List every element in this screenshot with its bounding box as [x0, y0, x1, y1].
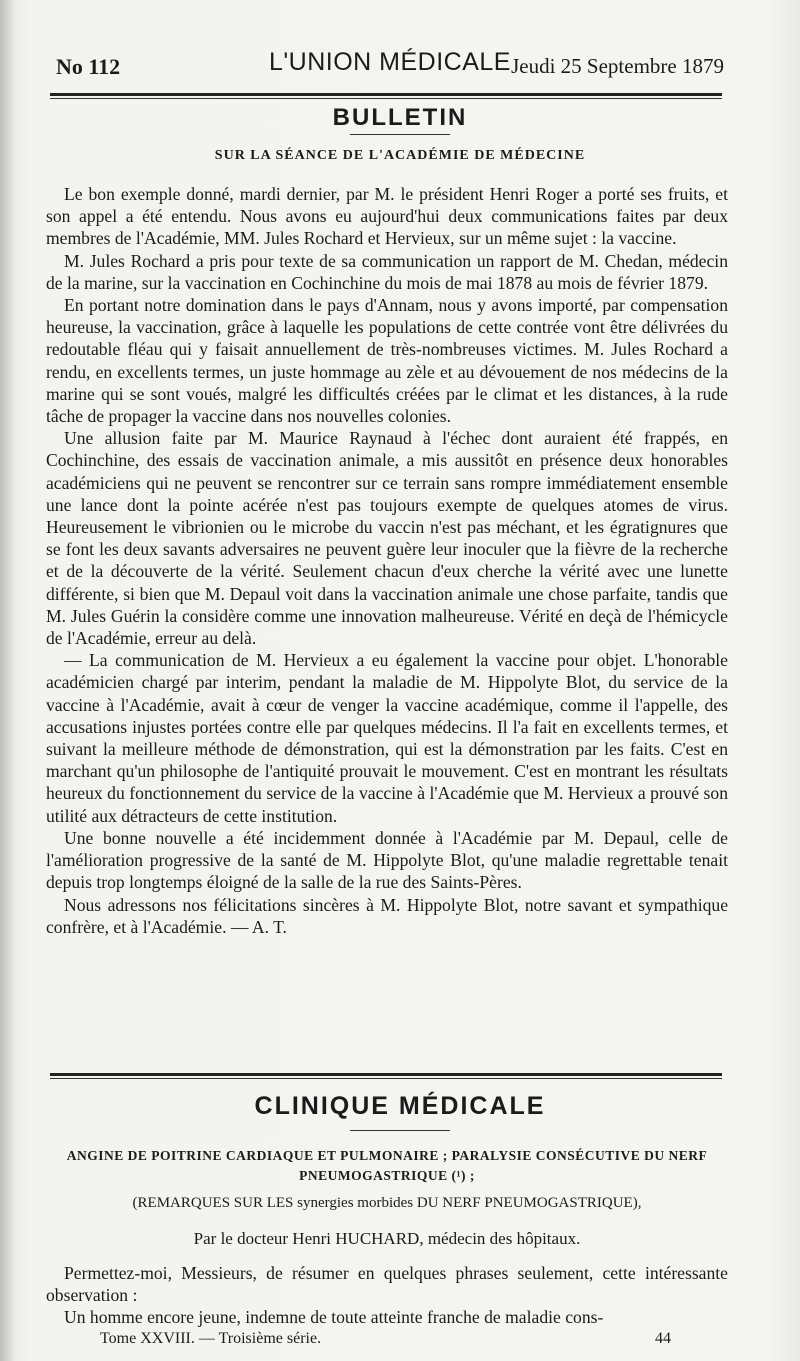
- section-separator-thin: [50, 1078, 722, 1079]
- issue-date: Jeudi 25 Septembre 1879: [511, 54, 724, 78]
- clinique-paragraph: Permettez-moi, Messieurs, de résumer en quelques phrases seulement, cette intéressante observation :: [46, 1263, 728, 1306]
- bulletin-paragraph: Une bonne nouvelle a été incidemment donnée à l'Académie par M. Depaul, celle de l'amélioration progressive de la santé de M. Hippolyte Blot, qu'une maladie regrettable tenait depuis trop longtemps éloigné de la salle de la rue des Saints-Pères.: [46, 827, 728, 893]
- bulletin-paragraph: En portant notre domination dans le pays d'Annam, nous y avons importé, par compensation heureuse, la vaccination, grâce à laquelle les populations de cette contrée vont être délivrées du redoutable fléau qui y faisait annuellement de très-nombreuses victimes. M. Jules Rochard a rendu, en excellents termes, un juste hommage au zèle et au dévouement de nos médecins de la marine qui se sont voués, malgré les difficultés créées par le climat et les distances, à la rude tâche de propager la vaccine dans nos nouvelles colonies.: [46, 295, 728, 427]
- bulletin-paragraph: Le bon exemple donné, mardi dernier, par M. le président Henri Roger a porté ses fruits, et son appel a été entendu. Nous avons eu aujourd'hui deux communications faites par deux membres de l'Académie, MM. Jules Rochard et Hervieux, sur un même sujet : la vaccine.: [46, 184, 728, 249]
- bulletin-paragraph: Nous adressons nos félicitations sincères à M. Hippolyte Blot, notre savant et sympathique confrère, et à l'Académie. — A. T.: [46, 894, 728, 937]
- section-separator: [50, 1073, 722, 1076]
- journal-title: L'UNION MÉDICALE: [269, 48, 511, 76]
- clinique-author: Par le docteur Henri HUCHARD, médecin des hôpitaux.: [193, 1229, 581, 1249]
- bulletin-title-rule: [350, 134, 450, 135]
- clinique-title: CLINIQUE MÉDICALE: [254, 1092, 546, 1120]
- page-header: [50, 48, 730, 84]
- bulletin-paragraph: — La communication de M. Hervieux a eu également la vaccine pour objet. L'honorable académicien chargé par interim, pendant la maladie de M. Hippolyte Blot, du service de la vaccine à l'Académie, avait à cœur de venger la vaccine académique, comme il l'appelle, des accusations injustes portées contre elle par quelques médecins. Il l'a fait en excellents termes, et suivant la meilleure méthode de démonstration, qui est la démonstration par les faits. C'est en marchant qu'un philosophe de l'antiquité prouvait le mouvement. C'est en montrant les résultats heureux du fonctionnement du service de la vaccine à l'Académie que M. Hervieux a prouvé son utilité aux détracteurs de cette institution.: [46, 650, 728, 826]
- footer-tome: Tome XXVIII. — Troisième série.: [100, 1330, 322, 1347]
- bulletin-body: [46, 183, 728, 938]
- issue-number: No 112: [56, 54, 121, 79]
- header-rule: [50, 93, 722, 96]
- clinique-body: [46, 1262, 728, 1329]
- footer-page-number: 44: [655, 1330, 671, 1347]
- bulletin-paragraph: M. Jules Rochard a pris pour texte de sa communication un rapport de M. Chedan, médecin de la marine, sur la vaccination en Cochinchine du mois de mai 1878 au mois de février 1879.: [46, 250, 728, 293]
- page-edge-shadow: [0, 0, 14, 1361]
- clinique-title-rule: [350, 1130, 450, 1131]
- bulletin-subtitle: SUR LA SÉANCE DE L'ACADÉMIE DE MÉDECINE: [214, 148, 586, 163]
- clinique-remark: (REMARQUES SUR LES synergies morbides DU NERF PNEUMOGASTRIQUE),: [132, 1195, 642, 1211]
- clinique-heading-block: [46, 1146, 728, 1250]
- header-rule-thin: [50, 98, 722, 99]
- bulletin-paragraph: Une allusion faite par M. Maurice Raynaud à l'échec dont auraient été frappés, en Cochinchine, des essais de vaccination animale, a mis aussitôt en présence deux honorables académiciens qui ne peuvent se rencontrer sur ce terrain sans rompre immédiatement ensemble une lance dont la pointe acérée n'est pas toujours exempte de quelques atomes de virus. Heureusement le vibrionien ou le microbe du vaccin n'est pas méchant, et les égratignures que se font les deux savants adversaires ne peuvent guère leur inoculer que la fièvre de la recherche et de la découverte de la vérité. Seulement chacun d'eux cherche la vérité avec une lunette différente, si bien que M. Depaul voit dans la vaccination animale une chose parfaite, tandis que M. Jules Guérin la considère comme une innovation malheureuse. Vérité en deçà de l'hémicycle de l'Académie, erreur au delà.: [46, 428, 728, 649]
- clinique-paragraph: Un homme encore jeune, indemne de toute atteinte franche de maladie cons-: [64, 1307, 604, 1328]
- bulletin-title: BULLETIN: [332, 104, 468, 131]
- clinique-heading: ANGINE DE POITRINE CARDIAQUE ET PULMONAIRE ; PARALYSIE CONSÉCUTIVE DU NERF PNEUMOGASTRIQUE (¹) ;: [66, 1148, 708, 1183]
